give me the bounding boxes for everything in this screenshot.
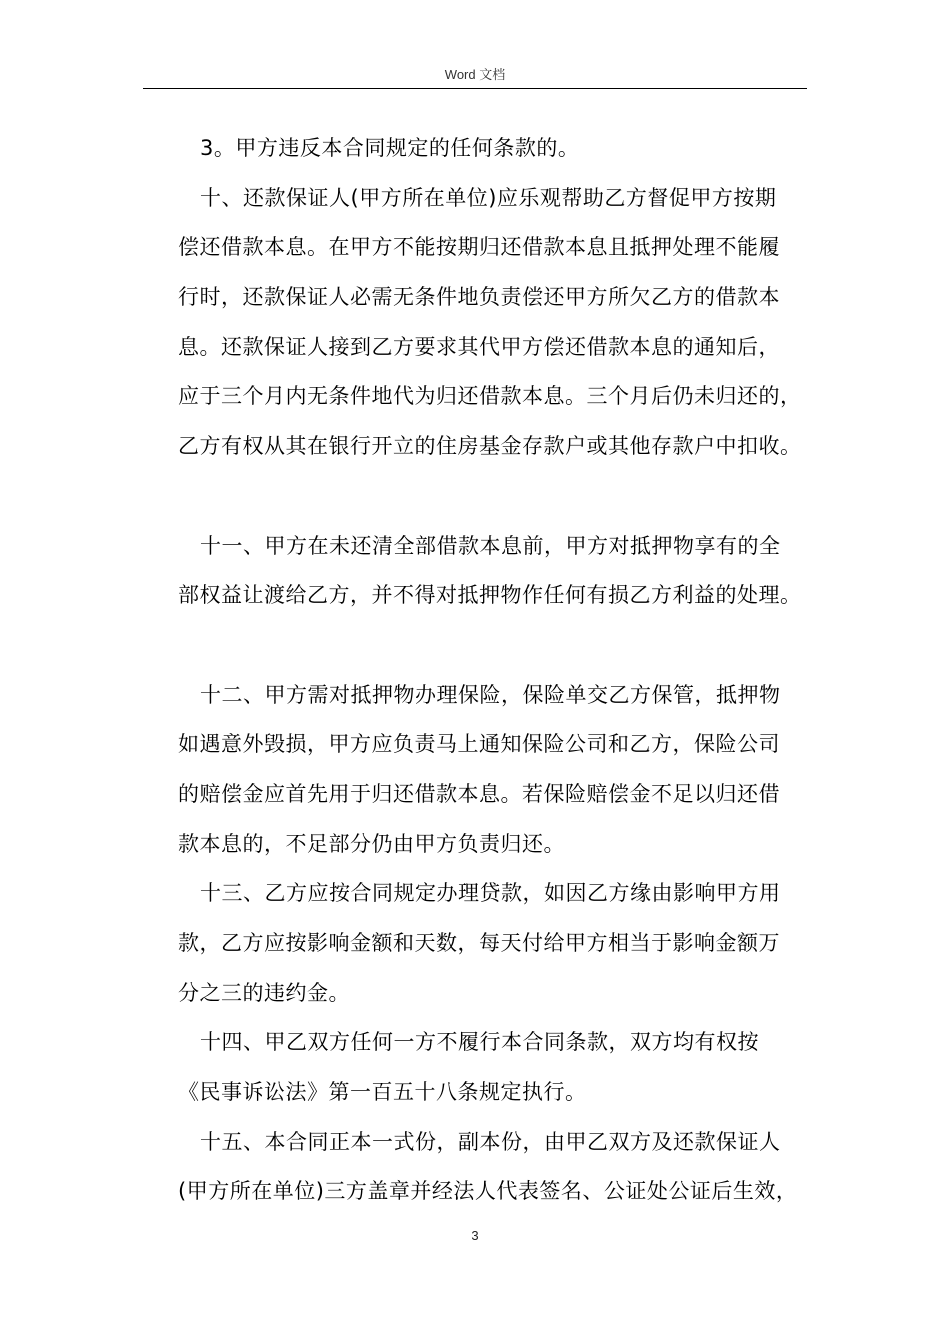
text-line: 十二、甲方需对抵押物办理保险，保险单交乙方保管，抵押物 <box>200 682 781 707</box>
page-header <box>143 64 807 89</box>
document-body <box>178 124 828 1217</box>
text-line: 应于三个月内无条件地代为归还借款本息。三个月后仍未归还的， <box>178 384 802 409</box>
text-line: 十三、乙方应按合同规定办理贷款，如因乙方缘由影响甲方用 <box>200 881 781 906</box>
paragraph-gap <box>178 621 828 671</box>
text-line: 十、还款保证人(甲方所在单位)应乐观帮助乙方督促甲方按期 <box>200 185 777 210</box>
text-line: 部权益让渡给乙方，并不得对抵押物作任何有损乙方利益的处理。 <box>178 583 802 608</box>
header-title: Word 文档 <box>444 67 506 82</box>
text-line: 款，乙方应按影响金额和天数，每天付给甲方相当于影响金额万 <box>178 931 780 955</box>
text-line: 分之三的违约金。 <box>178 980 350 1005</box>
text-line: (甲方所在单位)三方盖章并经法人代表签名、公证处公证后生效， <box>178 1179 798 1204</box>
text-line: 十一、甲方在未还清全部借款本息前，甲方对抵押物享有的全 <box>200 533 781 558</box>
page-number: 3 <box>471 1228 479 1243</box>
text-line: 《民事诉讼法》第一百五十八条规定执行。 <box>178 1080 587 1105</box>
text-line: 如遇意外毁损，甲方应负责马上通知保险公司和乙方，保险公司 <box>178 732 780 757</box>
text-line: 十五、本合同正本一式份，副本份，由甲乙双方及还款保证人 <box>200 1129 781 1154</box>
text-line: 偿还借款本息。在甲方不能按期归还借款本息且抵押处理不能履 <box>178 235 780 260</box>
text-line: 的赔偿金应首先用于归还借款本息。若保险赔偿金不足以归还借 <box>178 781 780 806</box>
paragraph-gap <box>178 472 828 522</box>
text-line: 十四、甲乙双方任何一方不履行本合同条款，双方均有权按 <box>200 1030 759 1055</box>
text-line: 乙方有权从其在银行开立的住房基金存款户或其他存款户中扣收。 <box>178 434 802 459</box>
text-line: 款本息的，不足部分仍由甲方负责归还。 <box>178 831 565 856</box>
text-line: 行时，还款保证人必需无条件地负责偿还甲方所欠乙方的借款本 <box>178 285 780 310</box>
text-line: 3。甲方违反本合同规定的任何条款的。 <box>200 136 580 160</box>
text-line: 息。还款保证人接到乙方要求其代甲方偿还借款本息的通知后， <box>178 334 780 359</box>
